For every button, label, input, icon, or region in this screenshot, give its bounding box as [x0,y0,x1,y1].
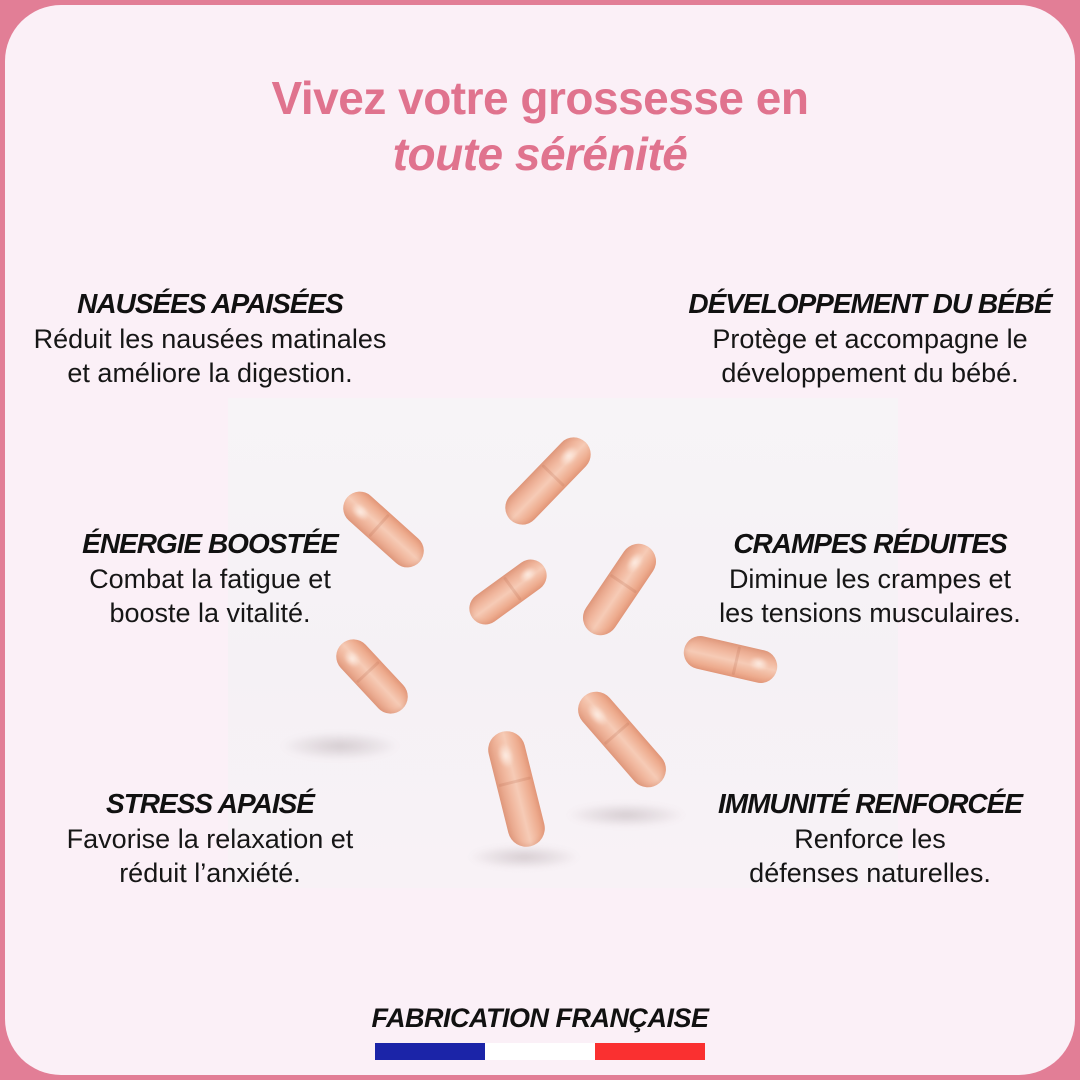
benefit-title: IMMUNITÉ RENFORCÉE [718,788,1022,819]
capsule [463,553,553,631]
flag-stripe-blue [375,1043,485,1060]
benefit-title: STRESS APAISÉ [106,788,314,819]
footer [0,1001,1080,1060]
benefit-text-line: défenses naturelles. [749,858,991,888]
benefit-text-line: réduit l’anxiété. [119,858,301,888]
benefit-text-line: Protège et accompagne le [712,324,1028,354]
benefit-title: DÉVELOPPEMENT DU BÉBÉ [688,288,1052,319]
benefit-text-line: développement du bébé. [721,358,1019,388]
benefit-energie [10,525,410,630]
capsule [681,633,781,687]
benefit-title: CRAMPES RÉDUITES [733,528,1007,559]
capsule-shadow [280,732,400,760]
fabrication-label: FABRICATION FRANÇAISE [371,1003,709,1033]
benefit-immunite [655,785,1080,890]
benefit-text-line: Diminue les crampes et [728,564,1012,594]
benefit-stress [10,785,410,890]
page-title [0,70,1080,182]
benefit-text-line: Combat la fatigue et [89,564,331,594]
benefit-nausees [10,285,410,390]
flag-stripe-white [485,1043,595,1060]
capsule [571,684,674,794]
benefit-text-line: booste la vitalité. [109,598,311,628]
benefit-crampes [655,525,1080,630]
benefit-text-line: Favorise la relaxation et [66,824,354,854]
benefit-title: ÉNERGIE BOOSTÉE [82,528,338,559]
benefit-developpement-bebe [655,285,1080,390]
title-line-2: toute sérénité [392,128,688,180]
french-flag-icon [375,1043,705,1060]
capsule [498,430,597,531]
capsule-shadow [468,845,580,869]
benefit-text-line: et améliore la digestion. [67,358,353,388]
benefit-title: NAUSÉES APAISÉES [77,288,343,319]
capsule [576,537,663,642]
capsule [329,632,415,720]
benefit-text-line: les tensions musculaires. [719,598,1021,628]
benefit-text-line: Renforce les [794,824,946,854]
title-line-1: Vivez votre grossesse en [271,72,809,124]
flag-stripe-red [595,1043,705,1060]
benefit-text-line: Réduit les nausées matinales [33,324,387,354]
capsule [484,727,548,850]
